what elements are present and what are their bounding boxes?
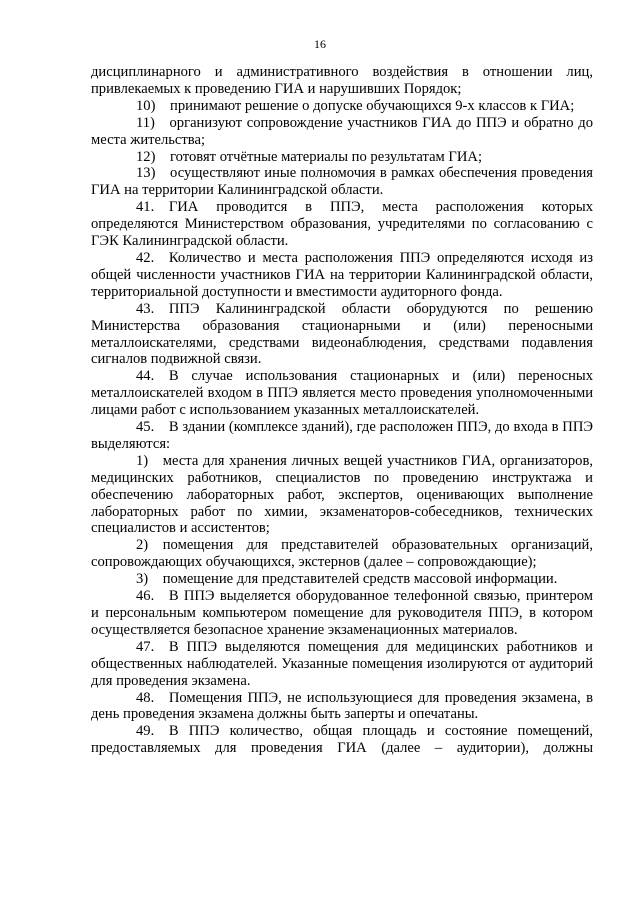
document-body [91, 64, 593, 757]
paragraph-41: 41. ГИА проводится в ППЭ, места расположения которых определяются Министерством образования, учредителями по согласованию с ГЭК Калининградской области. [91, 199, 593, 250]
paragraph-44: 44. В случае использования стационарных и (или) переносных металлоискателей входом в ППЭ является место проведения уполномоченными лицами работ с использованием указанных металлоискателей. [91, 368, 593, 419]
paragraph-item-10: 10) принимают решение о допуске обучающихся 9-х классов к ГИА; [136, 97, 575, 114]
paragraph-continuation: дисциплинарного и административного воздействия в отношении лиц, привлекаемых к проведению ГИА и нарушивших Порядок; [91, 64, 593, 97]
paragraph-46: 46. В ППЭ выделяется оборудованное телефонной связью, принтером и персональным компьютером помещение для руководителя ППЭ, в котором осуществляется безопасное хранение экзаменационных материалов. [91, 588, 593, 638]
paragraph-47: 47. В ППЭ выделяются помещения для медицинских работников и общественных наблюдателей. Указанные помещения изолируются от аудиторий для проведения экзамена. [91, 638, 593, 689]
paragraph-item-11: 11) организуют сопровождение участников ГИА до ППЭ и обратно до места жительства; [91, 114, 593, 148]
paragraph-45-item-1: 1) места для хранения личных вещей участников ГИА, организаторов, медицинских работников, специалистов по проведению инструктажа и обеспечению лабораторных работ, экспертов, оценивающих выполнение лабораторных работ по химии, экзаменаторов-собеседников, технических специалистов и ассистентов; [91, 452, 593, 537]
paragraph-45: 45. В здании (комплексе зданий), где расположен ППЭ, до входа в ППЭ выделяются: [91, 419, 593, 452]
paragraph-49: 49. В ППЭ количество, общая площадь и состояние помещений, предоставляемых для проведения ГИА (далее – аудитории), должны [91, 723, 593, 757]
page-number: 16 [314, 37, 326, 51]
paragraph-item-12: 12) готовят отчётные материалы по результатам ГИА; [136, 148, 482, 165]
paragraph-42: 42. Количество и места расположения ППЭ определяются исходя из общей численности участников ГИА на территории Калининградской области, территориальной доступности и вместимости аудиторного фонда. [91, 249, 593, 300]
paragraph-item-13: 13) осуществляют иные полномочия в рамках обеспечения проведения ГИА на территории Калининградской области. [91, 165, 593, 199]
paragraph-45-item-3: 3) помещение для представителей средств массовой информации. [136, 571, 558, 588]
paragraph-43: 43. ППЭ Калининградской области оборудуются по решению Министерства образования стационарными и (или) переносными металлоискателями, средствами видеонаблюдения, средствами подавления сигналов подвижной связи. [91, 300, 593, 368]
paragraph-45-item-2: 2) помещения для представителей образовательных организаций, сопровождающих обучающихся, экстернов (далее – сопровождающие); [91, 537, 593, 571]
paragraph-48: 48. Помещения ППЭ, не использующиеся для проведения экзамена, в день проведения экзамена должны быть заперты и опечатаны. [91, 689, 593, 723]
